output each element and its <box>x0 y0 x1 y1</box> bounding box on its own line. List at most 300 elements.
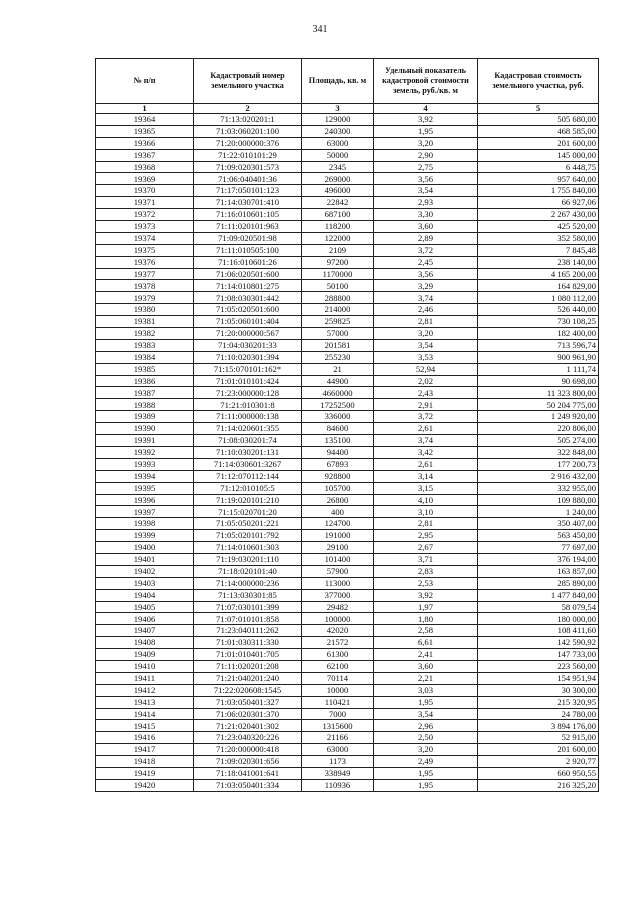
row-number-cell: 19382 <box>96 328 194 340</box>
cadastral-number-cell: 71:03:050401:327 <box>194 696 302 708</box>
specific-value-cell: 6,61 <box>374 637 478 649</box>
cadastral-number-cell: 71:16:010601:105 <box>194 209 302 221</box>
table-row <box>96 173 599 185</box>
specific-value-cell: 2,02 <box>374 375 478 387</box>
cadastral-number-cell: 71:09:020501:98 <box>194 232 302 244</box>
table-row <box>96 125 599 137</box>
cadastral-number-cell: 71:23:000000:128 <box>194 387 302 399</box>
specific-value-cell: 3,54 <box>374 185 478 197</box>
area-cell: 255230 <box>302 351 374 363</box>
table-row <box>96 625 599 637</box>
cadastral-number-cell: 71:14:010801:275 <box>194 280 302 292</box>
cadastral-value-cell: 24 780,00 <box>478 708 599 720</box>
column-number: 5 <box>478 104 599 114</box>
cadastral-number-cell: 71:07:030101:399 <box>194 601 302 613</box>
table-row <box>96 256 599 268</box>
specific-value-cell: 2,90 <box>374 149 478 161</box>
cadastral-number-cell: 71:10:020301:394 <box>194 351 302 363</box>
cadastral-value-cell: 142 590,92 <box>478 637 599 649</box>
cadastral-number-cell: 71:01:010401:705 <box>194 649 302 661</box>
cadastral-value-cell: 957 640,00 <box>478 173 599 185</box>
specific-value-cell: 1,95 <box>374 696 478 708</box>
specific-value-cell: 3,20 <box>374 744 478 756</box>
area-cell: 22842 <box>302 197 374 209</box>
specific-value-cell: 3,92 <box>374 114 478 126</box>
cadastral-number-cell: 71:22:020608:1545 <box>194 684 302 696</box>
row-number-cell: 19367 <box>96 149 194 161</box>
table-row <box>96 553 599 565</box>
table-row <box>96 244 599 256</box>
cadastral-value-cell: 660 950,55 <box>478 767 599 779</box>
row-number-cell: 19364 <box>96 114 194 126</box>
area-cell: 2345 <box>302 161 374 173</box>
specific-value-cell: 3,60 <box>374 660 478 672</box>
row-number-cell: 19389 <box>96 411 194 423</box>
cadastral-number-cell: 71:10:030201:131 <box>194 446 302 458</box>
cadastral-number-cell: 71:14:030701:410 <box>194 197 302 209</box>
area-cell: 1173 <box>302 756 374 768</box>
area-cell: 110421 <box>302 696 374 708</box>
row-number-cell: 19371 <box>96 197 194 209</box>
row-number-cell: 19410 <box>96 660 194 672</box>
table-row <box>96 720 599 732</box>
area-cell: 496000 <box>302 185 374 197</box>
cadastral-value-cell: 201 600,00 <box>478 137 599 149</box>
row-number-cell: 19377 <box>96 268 194 280</box>
row-number-cell: 19380 <box>96 304 194 316</box>
table-row <box>96 292 599 304</box>
header-row-number: № п/п <box>96 59 194 104</box>
table-row <box>96 209 599 221</box>
table-row <box>96 470 599 482</box>
row-number-cell: 19373 <box>96 221 194 233</box>
cadastral-number-cell: 71:11:020201:208 <box>194 660 302 672</box>
specific-value-cell: 2,95 <box>374 530 478 542</box>
specific-value-cell: 2,41 <box>374 649 478 661</box>
area-cell: 57000 <box>302 328 374 340</box>
header-specific-value: Удельный показатель кадастровой стоимости земель, руб./кв. м <box>374 59 478 104</box>
cadastral-value-cell: 109 880,00 <box>478 494 599 506</box>
cadastral-number-cell: 71:17:050101:123 <box>194 185 302 197</box>
specific-value-cell: 1,97 <box>374 601 478 613</box>
area-cell: 21 <box>302 363 374 375</box>
row-number-cell: 19369 <box>96 173 194 185</box>
specific-value-cell: 2,45 <box>374 256 478 268</box>
row-number-cell: 19370 <box>96 185 194 197</box>
cadastral-value-cell: 11 323 800,00 <box>478 387 599 399</box>
cadastral-value-cell: 1 477 840,00 <box>478 589 599 601</box>
cadastral-value-cell: 6 448,75 <box>478 161 599 173</box>
area-cell: 400 <box>302 506 374 518</box>
area-cell: 113000 <box>302 577 374 589</box>
cadastral-number-cell: 71:14:030601:3267 <box>194 458 302 470</box>
row-number-cell: 19412 <box>96 684 194 696</box>
table-row <box>96 589 599 601</box>
row-number-cell: 19366 <box>96 137 194 149</box>
row-number-cell: 19401 <box>96 553 194 565</box>
cadastral-number-cell: 71:01:030311:330 <box>194 637 302 649</box>
cadastral-value-cell: 2 920,77 <box>478 756 599 768</box>
cadastral-number-cell: 71:08:030301:442 <box>194 292 302 304</box>
specific-value-cell: 1,80 <box>374 613 478 625</box>
cadastral-value-cell: 52 915,00 <box>478 732 599 744</box>
cadastral-value-cell: 468 585,00 <box>478 125 599 137</box>
cadastral-value-cell: 163 857,00 <box>478 565 599 577</box>
area-cell: 101400 <box>302 553 374 565</box>
table-row <box>96 328 599 340</box>
specific-value-cell: 3,29 <box>374 280 478 292</box>
column-number: 2 <box>194 104 302 114</box>
specific-value-cell: 2,93 <box>374 197 478 209</box>
cadastral-value-cell: 50 204 775,00 <box>478 399 599 411</box>
row-number-cell: 19392 <box>96 446 194 458</box>
area-cell: 135100 <box>302 435 374 447</box>
specific-value-cell: 1,95 <box>374 767 478 779</box>
row-number-cell: 19406 <box>96 613 194 625</box>
cadastral-number-cell: 71:21:020401:302 <box>194 720 302 732</box>
cadastral-value-cell: 505 274,00 <box>478 435 599 447</box>
specific-value-cell: 3,92 <box>374 589 478 601</box>
cadastral-number-cell: 71:12:010105:5 <box>194 482 302 494</box>
table-row <box>96 339 599 351</box>
table-row <box>96 530 599 542</box>
cadastral-value-cell: 1 249 920,00 <box>478 411 599 423</box>
cadastral-value-cell: 30 300,00 <box>478 684 599 696</box>
cadastral-value-cell: 425 520,00 <box>478 221 599 233</box>
specific-value-cell: 2,61 <box>374 458 478 470</box>
cadastral-number-cell: 71:06:040401:36 <box>194 173 302 185</box>
cadastral-number-cell: 71:19:020101:210 <box>194 494 302 506</box>
specific-value-cell: 3,72 <box>374 244 478 256</box>
row-number-cell: 19418 <box>96 756 194 768</box>
cadastral-number-cell: 71:14:000000:236 <box>194 577 302 589</box>
cadastral-value-cell: 77 697,00 <box>478 542 599 554</box>
row-number-cell: 19391 <box>96 435 194 447</box>
specific-value-cell: 3,60 <box>374 221 478 233</box>
cadastral-value-cell: 108 411,60 <box>478 625 599 637</box>
cadastral-number-cell: 71:23:040111:262 <box>194 625 302 637</box>
table-row <box>96 351 599 363</box>
cadastral-value-cell: 285 890,00 <box>478 577 599 589</box>
area-cell: 4660000 <box>302 387 374 399</box>
table-row <box>96 268 599 280</box>
specific-value-cell: 2,67 <box>374 542 478 554</box>
area-cell: 61300 <box>302 649 374 661</box>
cadastral-number-cell: 71:15:020701:20 <box>194 506 302 518</box>
cadastral-value-table <box>95 58 599 792</box>
cadastral-number-cell: 71:05:060101:404 <box>194 316 302 328</box>
cadastral-value-cell: 201 600,00 <box>478 744 599 756</box>
cadastral-value-cell: 376 194,00 <box>478 553 599 565</box>
cadastral-value-cell: 58 079,54 <box>478 601 599 613</box>
column-number: 1 <box>96 104 194 114</box>
row-number-cell: 19379 <box>96 292 194 304</box>
cadastral-number-cell: 71:13:030301:85 <box>194 589 302 601</box>
row-number-cell: 19387 <box>96 387 194 399</box>
cadastral-value-cell: 505 680,00 <box>478 114 599 126</box>
specific-value-cell: 2,81 <box>374 518 478 530</box>
specific-value-cell: 3,20 <box>374 328 478 340</box>
area-cell: 17252500 <box>302 399 374 411</box>
row-number-cell: 19415 <box>96 720 194 732</box>
area-cell: 240300 <box>302 125 374 137</box>
table-row <box>96 435 599 447</box>
cadastral-number-cell: 71:18:020101:40 <box>194 565 302 577</box>
specific-value-cell: 3,56 <box>374 173 478 185</box>
header-cadastral-number: Кадастровый номер земельного участка <box>194 59 302 104</box>
specific-value-cell: 1,95 <box>374 779 478 791</box>
specific-value-cell: 2,53 <box>374 577 478 589</box>
table-row <box>96 506 599 518</box>
table-row <box>96 161 599 173</box>
row-number-cell: 19397 <box>96 506 194 518</box>
table-row <box>96 423 599 435</box>
specific-value-cell: 3,15 <box>374 482 478 494</box>
cadastral-number-cell: 71:14:010601:303 <box>194 542 302 554</box>
cadastral-number-cell: 71:09:020301:656 <box>194 756 302 768</box>
specific-value-cell: 3,74 <box>374 435 478 447</box>
area-cell: 288800 <box>302 292 374 304</box>
area-cell: 70114 <box>302 672 374 684</box>
cadastral-number-cell: 71:21:040201:240 <box>194 672 302 684</box>
specific-value-cell: 3,56 <box>374 268 478 280</box>
specific-value-cell: 2,96 <box>374 720 478 732</box>
row-number-cell: 19385 <box>96 363 194 375</box>
specific-value-cell: 2,50 <box>374 732 478 744</box>
cadastral-value-cell: 322 848,00 <box>478 446 599 458</box>
table-row <box>96 446 599 458</box>
specific-value-cell: 2,75 <box>374 161 478 173</box>
area-cell: 201581 <box>302 339 374 351</box>
row-number-cell: 19417 <box>96 744 194 756</box>
row-number-cell: 19398 <box>96 518 194 530</box>
row-number-cell: 19395 <box>96 482 194 494</box>
row-number-cell: 19414 <box>96 708 194 720</box>
cadastral-value-cell: 215 320,95 <box>478 696 599 708</box>
area-cell: 21572 <box>302 637 374 649</box>
table-row <box>96 732 599 744</box>
cadastral-value-cell: 713 596,74 <box>478 339 599 351</box>
cadastral-value-cell: 2 916 432,00 <box>478 470 599 482</box>
area-cell: 1170000 <box>302 268 374 280</box>
table-row <box>96 542 599 554</box>
specific-value-cell: 2,91 <box>374 399 478 411</box>
cadastral-number-cell: 71:22:010101:29 <box>194 149 302 161</box>
table-row <box>96 137 599 149</box>
cadastral-value-cell: 1 111,74 <box>478 363 599 375</box>
cadastral-value-cell: 563 450,00 <box>478 530 599 542</box>
cadastral-number-cell: 71:06:020301:370 <box>194 708 302 720</box>
area-cell: 26800 <box>302 494 374 506</box>
table-row <box>96 316 599 328</box>
area-cell: 63000 <box>302 137 374 149</box>
cadastral-value-cell: 220 806,00 <box>478 423 599 435</box>
area-cell: 269000 <box>302 173 374 185</box>
header-row <box>96 59 599 104</box>
cadastral-number-cell: 71:03:050401:334 <box>194 779 302 791</box>
specific-value-cell: 3,54 <box>374 339 478 351</box>
table-row <box>96 280 599 292</box>
cadastral-number-cell: 71:05:050201:221 <box>194 518 302 530</box>
table-row <box>96 601 599 613</box>
cadastral-value-cell: 1 755 840,00 <box>478 185 599 197</box>
area-cell: 29100 <box>302 542 374 554</box>
specific-value-cell: 2,49 <box>374 756 478 768</box>
area-cell: 62100 <box>302 660 374 672</box>
row-number-cell: 19368 <box>96 161 194 173</box>
cadastral-number-cell: 71:18:041001:641 <box>194 767 302 779</box>
table-row <box>96 185 599 197</box>
column-number-row <box>96 104 599 114</box>
cadastral-number-cell: 71:07:010101:858 <box>194 613 302 625</box>
area-cell: 259825 <box>302 316 374 328</box>
cadastral-value-cell: 90 698,00 <box>478 375 599 387</box>
specific-value-cell: 4,10 <box>374 494 478 506</box>
area-cell: 94400 <box>302 446 374 458</box>
row-number-cell: 19394 <box>96 470 194 482</box>
cadastral-number-cell: 71:21:010301:8 <box>194 399 302 411</box>
cadastral-value-cell: 3 894 176,00 <box>478 720 599 732</box>
cadastral-value-cell: 7 845,48 <box>478 244 599 256</box>
cadastral-value-cell: 1 240,00 <box>478 506 599 518</box>
area-cell: 42020 <box>302 625 374 637</box>
area-cell: 1315600 <box>302 720 374 732</box>
area-cell: 124700 <box>302 518 374 530</box>
row-number-cell: 19365 <box>96 125 194 137</box>
cadastral-number-cell: 71:11:010505:100 <box>194 244 302 256</box>
table-row <box>96 756 599 768</box>
cadastral-number-cell: 71:05:020101:792 <box>194 530 302 542</box>
row-number-cell: 19372 <box>96 209 194 221</box>
row-number-cell: 19411 <box>96 672 194 684</box>
page-number: 341 <box>312 24 328 35</box>
area-cell: 105700 <box>302 482 374 494</box>
table-row <box>96 458 599 470</box>
cadastral-number-cell: 71:14:020601:355 <box>194 423 302 435</box>
row-number-cell: 19416 <box>96 732 194 744</box>
table-row <box>96 779 599 791</box>
table-row <box>96 114 599 126</box>
table-row <box>96 221 599 233</box>
cadastral-number-cell: 71:09:020301:573 <box>194 161 302 173</box>
row-number-cell: 19393 <box>96 458 194 470</box>
row-number-cell: 19404 <box>96 589 194 601</box>
cadastral-value-cell: 154 951,94 <box>478 672 599 684</box>
table-row <box>96 232 599 244</box>
area-cell: 57900 <box>302 565 374 577</box>
table-row <box>96 494 599 506</box>
table-row <box>96 387 599 399</box>
cadastral-number-cell: 71:15:070101:162* <box>194 363 302 375</box>
row-number-cell: 19376 <box>96 256 194 268</box>
header-cadastral-value: Кадастровая стоимость земельного участка, руб. <box>478 59 599 104</box>
specific-value-cell: 2,58 <box>374 625 478 637</box>
area-cell: 21166 <box>302 732 374 744</box>
cadastral-value-cell: 352 580,00 <box>478 232 599 244</box>
table-row <box>96 375 599 387</box>
cadastral-value-cell: 145 000,00 <box>478 149 599 161</box>
specific-value-cell: 2,83 <box>374 565 478 577</box>
cadastral-number-cell: 71:01:010101:424 <box>194 375 302 387</box>
table-row <box>96 637 599 649</box>
row-number-cell: 19386 <box>96 375 194 387</box>
area-cell: 7000 <box>302 708 374 720</box>
row-number-cell: 19388 <box>96 399 194 411</box>
specific-value-cell: 3,03 <box>374 684 478 696</box>
specific-value-cell: 2,21 <box>374 672 478 684</box>
cadastral-value-cell: 1 080 112,00 <box>478 292 599 304</box>
specific-value-cell: 52,94 <box>374 363 478 375</box>
column-number: 3 <box>302 104 374 114</box>
specific-value-cell: 3,53 <box>374 351 478 363</box>
specific-value-cell: 3,71 <box>374 553 478 565</box>
area-cell: 2109 <box>302 244 374 256</box>
area-cell: 377000 <box>302 589 374 601</box>
row-number-cell: 19413 <box>96 696 194 708</box>
cadastral-number-cell: 71:23:040320:226 <box>194 732 302 744</box>
table-row <box>96 363 599 375</box>
cadastral-value-cell: 730 108,25 <box>478 316 599 328</box>
row-number-cell: 19378 <box>96 280 194 292</box>
row-number-cell: 19384 <box>96 351 194 363</box>
specific-value-cell: 2,81 <box>374 316 478 328</box>
cadastral-value-cell: 177 200,73 <box>478 458 599 470</box>
cadastral-number-cell: 71:06:020501:600 <box>194 268 302 280</box>
table-row <box>96 399 599 411</box>
area-cell: 336000 <box>302 411 374 423</box>
cadastral-number-cell: 71:12:070112:144 <box>194 470 302 482</box>
specific-value-cell: 2,89 <box>374 232 478 244</box>
table-row <box>96 577 599 589</box>
cadastral-number-cell: 71:13:020201:1 <box>194 114 302 126</box>
cadastral-value-cell: 2 267 430,00 <box>478 209 599 221</box>
row-number-cell: 19399 <box>96 530 194 542</box>
cadastral-value-cell: 350 407,00 <box>478 518 599 530</box>
cadastral-number-cell: 71:11:000000:138 <box>194 411 302 423</box>
cadastral-number-cell: 71:19:030201:110 <box>194 553 302 565</box>
area-cell: 118200 <box>302 221 374 233</box>
cadastral-value-cell: 182 400,00 <box>478 328 599 340</box>
cadastral-number-cell: 71:05:020501:600 <box>194 304 302 316</box>
specific-value-cell: 3,30 <box>374 209 478 221</box>
cadastral-value-cell: 900 961,90 <box>478 351 599 363</box>
table-row <box>96 565 599 577</box>
table-row <box>96 518 599 530</box>
row-number-cell: 19420 <box>96 779 194 791</box>
area-cell: 67893 <box>302 458 374 470</box>
table-row <box>96 411 599 423</box>
cadastral-number-cell: 71:11:020101:963 <box>194 221 302 233</box>
row-number-cell: 19374 <box>96 232 194 244</box>
cadastral-number-cell: 71:20:000000:567 <box>194 328 302 340</box>
table-row <box>96 684 599 696</box>
row-number-cell: 19390 <box>96 423 194 435</box>
row-number-cell: 19400 <box>96 542 194 554</box>
specific-value-cell: 2,46 <box>374 304 478 316</box>
table-row <box>96 708 599 720</box>
area-cell: 928800 <box>302 470 374 482</box>
area-cell: 338949 <box>302 767 374 779</box>
table-row <box>96 613 599 625</box>
area-cell: 44900 <box>302 375 374 387</box>
area-cell: 97200 <box>302 256 374 268</box>
table-row <box>96 744 599 756</box>
specific-value-cell: 2,61 <box>374 423 478 435</box>
cadastral-value-cell: 164 829,00 <box>478 280 599 292</box>
row-number-cell: 19403 <box>96 577 194 589</box>
area-cell: 129000 <box>302 114 374 126</box>
area-cell: 122000 <box>302 232 374 244</box>
